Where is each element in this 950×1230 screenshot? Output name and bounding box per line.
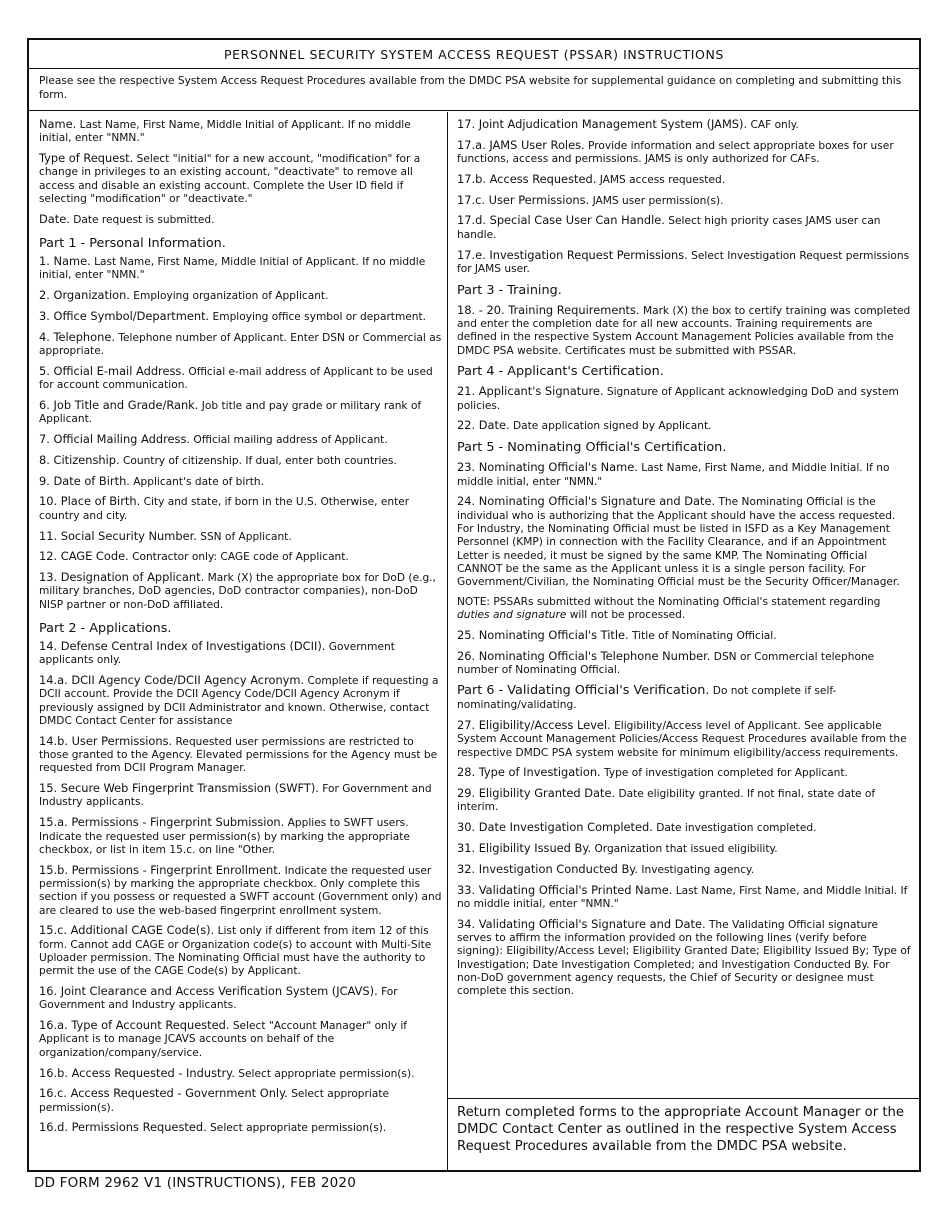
form-title: PERSONNEL SECURITY SYSTEM ACCESS REQUEST (PSSAR) INSTRUCTIONS xyxy=(29,40,919,69)
item-24: 24. Nominating Official's Signature and Date. The Nominating Official is the individual who is authorizing that the Applicant should have the access requested. For Industry, the Nominating Official must be listed in ISFD as a Key Management Personnel (KMP) in connection with the Facility Clearance, and if an Appointment Letter is needed, it must be signed by the same KMP. The Nominating Official CANNOT be the same as the Applicant unless it is a single person facility. For Government/Civilian, the Nominating Official must be the Security Officer/Manager. xyxy=(457,494,900,589)
item-16: 16. Joint Clearance and Access Verification System (JCAVS). For Government and Industry applicants. xyxy=(39,984,398,1012)
item-22: 22. Date. Date application signed by Applicant. xyxy=(457,418,712,433)
item-15b: 15.b. Permissions - Fingerprint Enrollment. Indicate the requested user permission(s) by marking the appropriate checkbox. Only complete this section if you possess or requested a SWFT account (Government only) and are cleared to use the web-based fingerprint enrollment system. xyxy=(39,862,442,917)
item-3: 3. Office Symbol/Department. Employing office symbol or department. xyxy=(39,308,427,323)
item-16b: 16.b. Access Requested - Industry. Select appropriate permission(s). xyxy=(39,1065,415,1080)
item-5: 5. Official E-mail Address. Official e-mail address of Applicant to be used for account communication. xyxy=(39,363,433,392)
item-12: 12. CAGE Code. Contractor only: CAGE code of Applicant. xyxy=(39,549,349,564)
item-2: 2. Organization. Employing organization of Applicant. xyxy=(39,288,329,303)
item-17c: 17.c. User Permissions. JAMS user permission(s). xyxy=(457,192,724,207)
item-14a: 14.a. DCII Agency Code/DCII Agency Acronym. Complete if requesting a DCII account. Provide the DCII Agency Code/DCII Agency Acronym if previously assigned by DCII Administrator and known. Otherwise, contact DMDC Contact Center for assistance xyxy=(39,673,439,727)
intro-text: Please see the respective System Access Request Procedures available from the DMDC PSA website for supplemental guidance on completing and submitting this form. xyxy=(29,69,919,111)
item-11: 11. Social Security Number. SSN of Applicant. xyxy=(39,528,292,543)
item-7: 7. Official Mailing Address. Official mailing address of Applicant. xyxy=(39,432,388,447)
instructions-form xyxy=(27,38,921,1172)
item-15c: 15.c. Additional CAGE Code(s). List only if different from item 12 of this form. Cannot add CAGE or Organization code(s) to account with Multi-Site Uploader permission. The Nominating Official must have the authority to permit the use of the CAGE Code(s) by Applicant. xyxy=(39,923,432,978)
left-column xyxy=(29,112,448,1170)
part1-heading: Part 1 - Personal Information. xyxy=(39,236,226,252)
return-instructions: Return completed forms to the appropriate Account Manager or the DMDC Contact Center as outlined in the respective System Access Request Procedures available from the DMDC PSA website. xyxy=(448,1098,919,1170)
item-14: 14. Defense Central Index of Investigations (DCII). Government applicants only. xyxy=(39,639,395,667)
item-33: 33. Validating Official's Printed Name. Last Name, First Name, and Middle Initial. If no middle initial, enter "NMN." xyxy=(457,882,908,910)
item-18-20: 18. - 20. Training Requirements. Mark (X) the box to certify training was completed and enter the completion date for all new accounts. Training requirements are defined in the respective System Account Management Policies available from the DMDC PSA website. Certificates must be submitted with PSSAR. xyxy=(457,302,911,357)
item-14b: 14.b. User Permissions. Requested user permissions are restricted to those granted to the Agency. Elevated permissions for the Agency must be requested from DCII Program Manager. xyxy=(39,733,438,775)
item-17: 17. Joint Adjudication Management System (JAMS). CAF only. xyxy=(457,117,799,131)
instruction-columns xyxy=(29,112,919,1170)
part5-heading: Part 5 - Nominating Official's Certification. xyxy=(457,440,727,456)
item-17b: 17.b. Access Requested. JAMS access requested. xyxy=(457,171,726,186)
item-17e: 17.e. Investigation Request Permissions. Select Investigation Request permissions for JAMS user. xyxy=(457,247,910,275)
item-16c: 16.c. Access Requested - Government Only. Select appropriate permission(s). xyxy=(39,1086,389,1114)
item-13: 13. Designation of Applicant. Mark (X) the appropriate box for DoD (e.g., military branches, DoD agencies, DoD contractor companies), non-DoD NISP partner or non-DoD affiliated. xyxy=(39,570,436,611)
item-10: 10. Place of Birth. City and state, if born in the U.S. Otherwise, enter country and city. xyxy=(39,494,410,522)
item-23: 23. Nominating Official's Name. Last Name, First Name, and Middle Initial. If no middle initial, enter "NMN." xyxy=(457,460,890,488)
item-15a: 15.a. Permissions - Fingerprint Submission. Applies to SWFT users. Indicate the requested user permission(s) by marking the appropriate checkbox, or list in item 15.c. on line "Other. xyxy=(39,815,410,856)
item-16d: 16.d. Permissions Requested. Select appropriate permission(s). xyxy=(39,1120,387,1135)
item-32: 32. Investigation Conducted By. Investigating agency. xyxy=(457,861,755,876)
item-date: Date. Date request is submitted. xyxy=(39,211,215,226)
item-28: 28. Type of Investigation. Type of investigation completed for Applicant. xyxy=(457,765,848,780)
form-footer: DD FORM 2962 V1 (INSTRUCTIONS), FEB 2020 xyxy=(34,1175,356,1191)
part6-heading: Part 6 - Validating Official's Verification. Do not complete if self-nominating/validating. xyxy=(457,682,837,712)
item-4: 4. Telephone. Telephone number of Applicant. Enter DSN or Commercial as appropriate. xyxy=(39,329,442,358)
item-8: 8. Citizenship. Country of citizenship. If dual, enter both countries. xyxy=(39,452,397,467)
item-9: 9. Date of Birth. Applicant's date of birth. xyxy=(39,473,264,488)
part4-heading: Part 4 - Applicant's Certification. xyxy=(457,364,664,380)
part3-heading: Part 3 - Training. xyxy=(457,282,562,298)
item-type-of-request: Type of Request. Select "initial" for a new account, "modification" for a change in privileges to an existing account, "deactivate" to remove all access and disable an existing account. Complete the User ID field if selecting "modification" or "deactivate." xyxy=(39,151,421,205)
item-16a: 16.a. Type of Account Requested. Select "Account Manager" only if Applicant is to manage JCAVS accounts on behalf of the organization/company/service. xyxy=(39,1018,408,1059)
item-29: 29. Eligibility Granted Date. Date eligibility granted. If not final, state date of interim. xyxy=(457,786,876,814)
item-17d: 17.d. Special Case User Can Handle. Select high priority cases JAMS user can handle. xyxy=(457,213,881,241)
item-25: 25. Nominating Official's Title. Title of Nominating Official. xyxy=(457,628,777,643)
item-name: Name. Last Name, First Name, Middle Initial of Applicant. If no middle initial, enter "NMN." xyxy=(39,117,411,145)
item-15: 15. Secure Web Fingerprint Transmission (SWFT). For Government and Industry applicants. xyxy=(39,781,432,809)
item-26: 26. Nominating Official's Telephone Number. DSN or Commercial telephone number of Nominating Official. xyxy=(457,648,875,677)
item-21: 21. Applicant's Signature. Signature of Applicant acknowledging DoD and system policies. xyxy=(457,384,899,412)
item-34: 34. Validating Official's Signature and Date. The Validating Official signature serves to affirm the information provided on the following lines (verify before signing): Eligibility/Access Level; Eligibility Granted Date; Eligibility Issued By; Type of Investigation; Date Investigation Completed; and Investigation Conducted By. For non-DoD government agency requests, the Chief of Security or designee must complete this section. xyxy=(457,916,911,998)
right-column xyxy=(448,112,919,1170)
item-27: 27. Eligibility/Access Level. Eligibility/Access level of Applicant. See applicable System Account Management Policies/Access Request Procedures available from the respective DMDC PSA system website for minimum eligibility/access requirements. xyxy=(457,718,907,759)
item-6: 6. Job Title and Grade/Rank. Job title and pay grade or military rank of Applicant. xyxy=(39,397,422,426)
item-1: 1. Name. Last Name, First Name, Middle Initial of Applicant. If no middle initial, enter "NMN." xyxy=(39,254,426,282)
part2-heading: Part 2 - Applications. xyxy=(39,621,172,637)
nominating-note: NOTE: PSSARs submitted without the Nominating Official's statement regarding duties and signature will not be processed. xyxy=(457,595,881,622)
item-31: 31. Eligibility Issued By. Organization that issued eligibility. xyxy=(457,841,778,856)
item-17a: 17.a. JAMS User Roles. Provide information and select appropriate boxes for user functions, access and permissions. JAMS is only authorized for CAFs. xyxy=(457,137,894,166)
item-30: 30. Date Investigation Completed. Date investigation completed. xyxy=(457,820,817,835)
